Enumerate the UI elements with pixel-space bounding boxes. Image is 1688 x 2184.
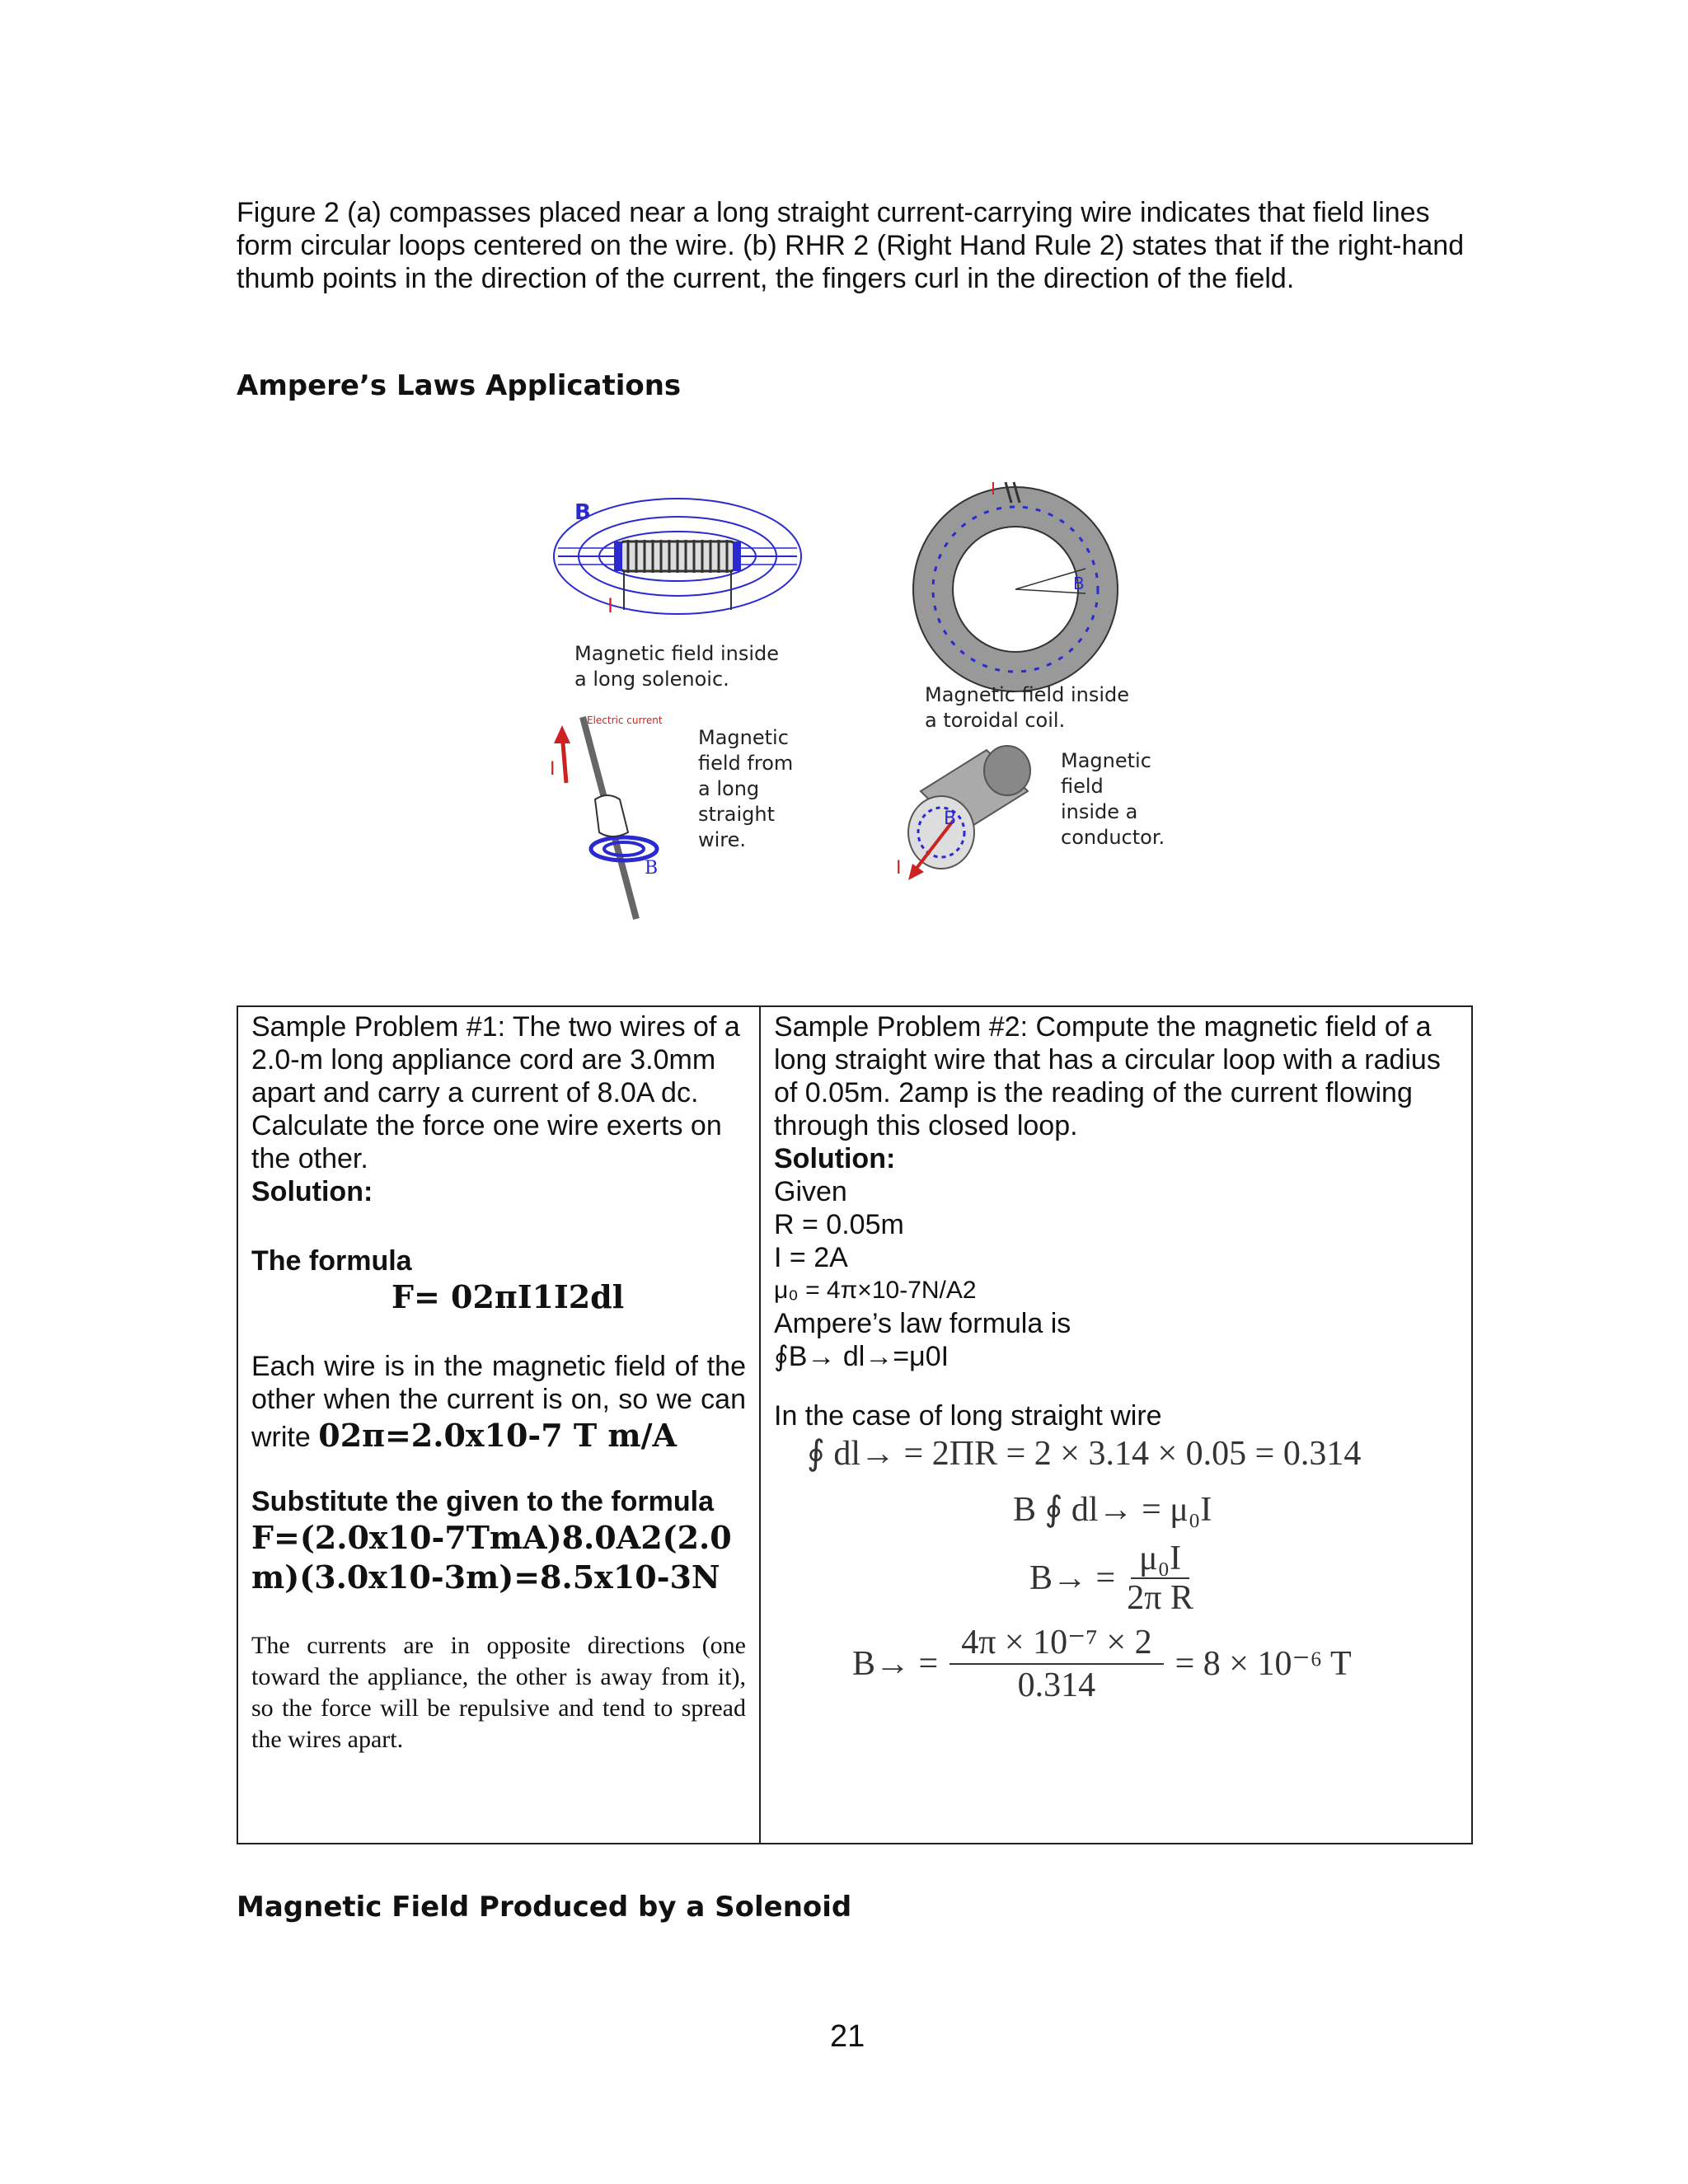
conductor-figure (896, 742, 1044, 890)
wire-diagram (550, 709, 673, 923)
problem1-solution-label: Solution: (251, 1176, 373, 1207)
toroid-b-label: B (1073, 574, 1085, 593)
problem2-law-formula: ∮B→ dl→=μ0I (774, 1341, 950, 1372)
toroid-diagram (908, 478, 1123, 692)
sample-problems-table (237, 1005, 1473, 1844)
problem1-substitute-label: Substitute the given to the formula (251, 1486, 715, 1517)
solenoid-i-label: I (607, 594, 614, 617)
page-number: 21 (830, 2019, 865, 2054)
figure-caption: Figure 2 (a) compasses placed near a long straight current-carrying wire indicates that field lines form circular loops centered on the wire. (b) RHR 2 (Right Hand Rule 2) states that if the right-hand thumb points in the direction of the current, the fingers curl in the direction of the field. (237, 197, 1465, 294)
problem2-eq4-den: 0.314 (1017, 1666, 1096, 1704)
problem2-given-label: Given (774, 1176, 847, 1207)
conductor-b-label: B (944, 808, 957, 829)
problem1-explain-text: Each wire is in the magnetic field of the other when the current is on, so we can write (251, 1351, 746, 1453)
problem2-eq4-num: 4π × 10⁻⁷ × 2 (950, 1622, 1163, 1665)
problem2-eq3-den: 2π R (1127, 1579, 1193, 1617)
wire-current-label: Electric current (587, 715, 663, 726)
wire-figure (550, 709, 673, 923)
problem2-law-label: Ampere’s law formula is (774, 1308, 1071, 1339)
toroid-i-label: I (991, 479, 996, 499)
problem2-case-label: In the case of long straight wire (774, 1400, 1162, 1432)
problem2-cell (760, 1006, 1472, 1844)
problem2-eq3-fraction (1127, 1540, 1193, 1617)
conductor-i-label: I (896, 858, 902, 879)
problem2-eq1: ∮ dl→ = 2ΠR = 2 × 3.14 × 0.05 = 0.314 (807, 1435, 1362, 1473)
solenoid-diagram (550, 490, 822, 647)
wire-b-label: B (645, 858, 659, 879)
problem2-eq4-lhs: B→ = (852, 1645, 939, 1683)
conductor-caption: Magnetic field inside a conductor. (1061, 749, 1165, 849)
problem2-statement: Sample Problem #2: Compute the magnetic field of a long straight wire that has a circular loop with a radius of 0.05m. 2amp is the reading of the current flowing through this closed loop. (774, 1011, 1441, 1141)
wire-i-label: I (550, 759, 556, 780)
toroid-caption: Magnetic field inside a toroidal coil. (925, 683, 1129, 732)
problem2-given-i: I = 2A (774, 1242, 848, 1273)
solenoid-figure (550, 490, 822, 647)
problem2-given-r: R = 0.05m (774, 1209, 904, 1240)
problem2-eq4 (774, 1622, 1458, 1706)
problem1-substitute-formula: F=(2.0x10-7TmA)8.0A2(2.0m)(3.0x10-3m)=8.5x10-3N (251, 1519, 732, 1596)
problem2-eq4-rhs: = 8 × 10⁻⁶ T (1175, 1645, 1352, 1683)
solenoid-caption: Magnetic field inside a long solenoic. (574, 642, 779, 691)
problem1-statement: Sample Problem #1: The two wires of a 2.0-m long appliance cord are 3.0mm apart and carry a current of 8.0A dc. Calculate the force one wire exerts on the other. (251, 1011, 740, 1174)
conductor-diagram (896, 742, 1044, 890)
solenoid-b-label: B (574, 500, 591, 525)
problem2-eq4-fraction (950, 1622, 1163, 1706)
problem2-given-mu: μ₀ = 4π×10-7N/A2 (774, 1277, 977, 1304)
problem1-explain-formula: 02π=2.0x10-7 T m/A (318, 1417, 677, 1454)
problem2-eq3 (774, 1540, 1458, 1617)
problem2-eq2: B ∮ dl→ = μ₀I (1013, 1491, 1212, 1529)
problem1-formula: F= 02πI1I2dl (392, 1278, 625, 1315)
problem1-formula-label: The formula (251, 1245, 412, 1277)
wire-caption: Magnetic field from a long straight wire. (698, 726, 794, 851)
section-heading-ampere: Ampere’s Laws Applications (237, 369, 682, 402)
problem1-cell (237, 1006, 760, 1844)
problem1-conclusion: The currents are in opposite directions (one toward the appliance, the other is away from it), so the force will be repulsive and tend to spread the wires apart. (251, 1632, 746, 1753)
toroid-figure (908, 478, 1123, 692)
section-heading-solenoid: Magnetic Field Produced by a Solenoid (237, 1891, 852, 1924)
problem2-eq3-lhs: B→ = (1029, 1559, 1116, 1597)
problem2-eq3-num: μ₀I (1131, 1540, 1189, 1579)
problem2-solution-label: Solution: (774, 1143, 896, 1174)
